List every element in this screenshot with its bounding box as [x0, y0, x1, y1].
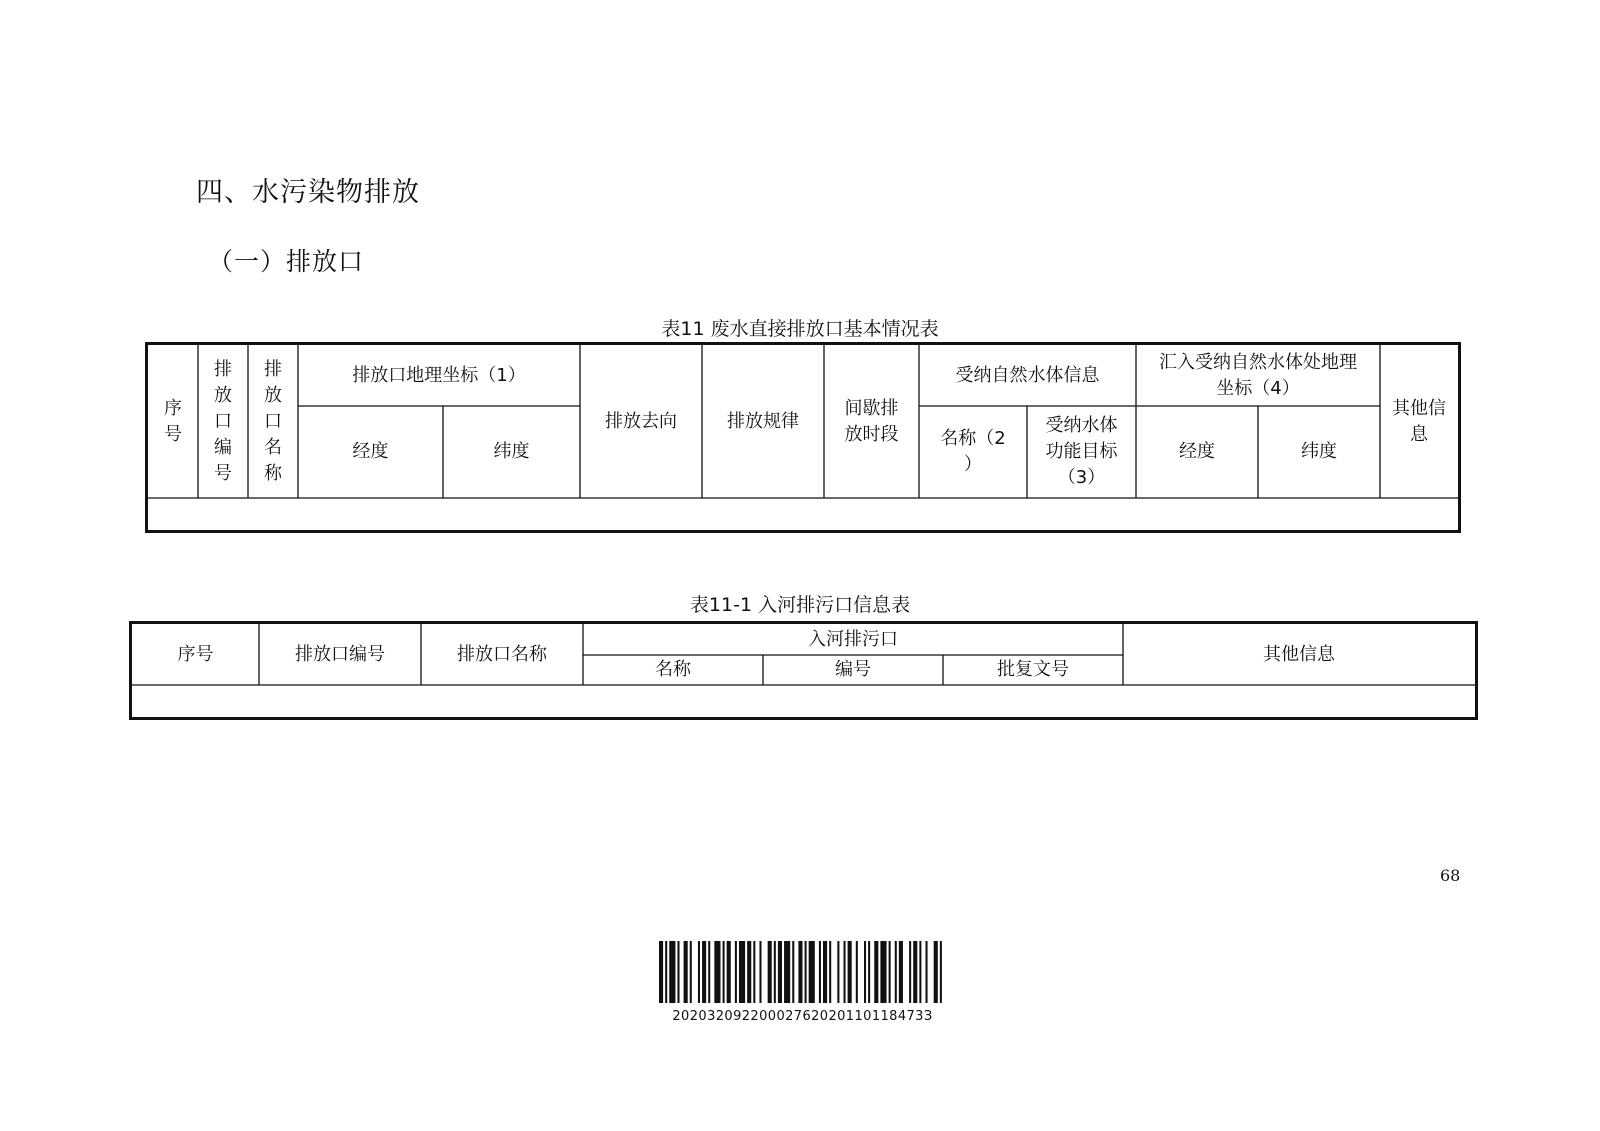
t1-header-other — [1380, 345, 1458, 498]
t1-header-wb-name-line2: ） — [964, 454, 982, 475]
t1-header-wb-function-line1: 受纳水体 — [1045, 415, 1118, 436]
t1-header-intermittent-line1: 间歇排 — [844, 397, 899, 419]
t2-empty-data-row — [132, 685, 1475, 717]
t2-header-name: 名称 — [655, 659, 691, 680]
t2-header-approval-no: 批复文号 — [997, 659, 1069, 680]
t1-header-outlet-name — [248, 345, 298, 498]
t1-header-outlet-name-text: 排放口名称 — [264, 358, 282, 484]
t2-header-outlet-name: 排放口名称 — [457, 643, 547, 665]
t1-header-regularity: 排放规律 — [727, 410, 799, 432]
t1-header-wb-name-line1: 名称（2 — [940, 428, 1006, 449]
t2-header-number: 编号 — [835, 659, 871, 680]
t1-header-wb-function — [1027, 406, 1136, 498]
t1-header-confluence-line1: 汇入受纳自然水体处地理 — [1159, 351, 1357, 373]
t1-header-latitude: 纬度 — [493, 441, 530, 462]
t1-header-seq-text: 序号 — [164, 397, 182, 445]
t1-header-intermittent — [824, 345, 919, 498]
t1-header-direction: 排放去向 — [605, 410, 677, 432]
t1-header-seq — [148, 345, 198, 498]
t1-header-intermittent-line2: 放时段 — [844, 423, 899, 445]
t1-header-wb-name — [919, 406, 1027, 498]
t1-header-other-line2: 息 — [1410, 423, 1428, 445]
t1-header-confluence-line2: 坐标（4） — [1216, 377, 1300, 399]
section-title: 四、水污染物排放 — [196, 177, 420, 208]
t1-header-conf-longitude: 经度 — [1179, 441, 1215, 462]
table1-caption: 表11 废水直接排放口基本情况表 — [661, 318, 939, 340]
t1-empty-data-row — [148, 498, 1458, 530]
page-number: 68 — [1440, 866, 1461, 885]
t1-header-coords-group: 排放口地理坐标（1） — [352, 364, 526, 386]
t2-header-river-outlet-group: 入河排污口 — [808, 628, 898, 650]
section-subtitle: （一）排放口 — [208, 247, 365, 276]
t1-header-outlet-no-text: 排放口编号 — [214, 358, 232, 484]
t1-header-confluence-group — [1136, 345, 1380, 406]
t2-header-other: 其他信息 — [1263, 643, 1335, 665]
t1-header-outlet-no — [198, 345, 248, 498]
t1-header-water-body-group: 受纳自然水体信息 — [955, 364, 1100, 386]
barcode-number: 20203209220002762020110118473З — [672, 1009, 933, 1024]
t1-header-conf-latitude: 纬度 — [1301, 441, 1337, 462]
t1-header-wb-function-line2: 功能目标 — [1045, 441, 1118, 462]
t1-header-other-line1: 其他信 — [1392, 397, 1446, 419]
t1-header-wb-function-line3: （3） — [1057, 467, 1106, 488]
table2-caption: 表11-1 入河排污口信息表 — [689, 594, 911, 616]
table1-wastewater-outlets — [145, 342, 1461, 533]
barcode-image — [659, 941, 946, 1003]
t2-header-seq: 序号 — [177, 643, 214, 665]
t1-header-longitude: 经度 — [352, 441, 389, 462]
t2-header-outlet-no: 排放口编号 — [295, 643, 385, 665]
table2-river-outlets — [129, 621, 1478, 720]
